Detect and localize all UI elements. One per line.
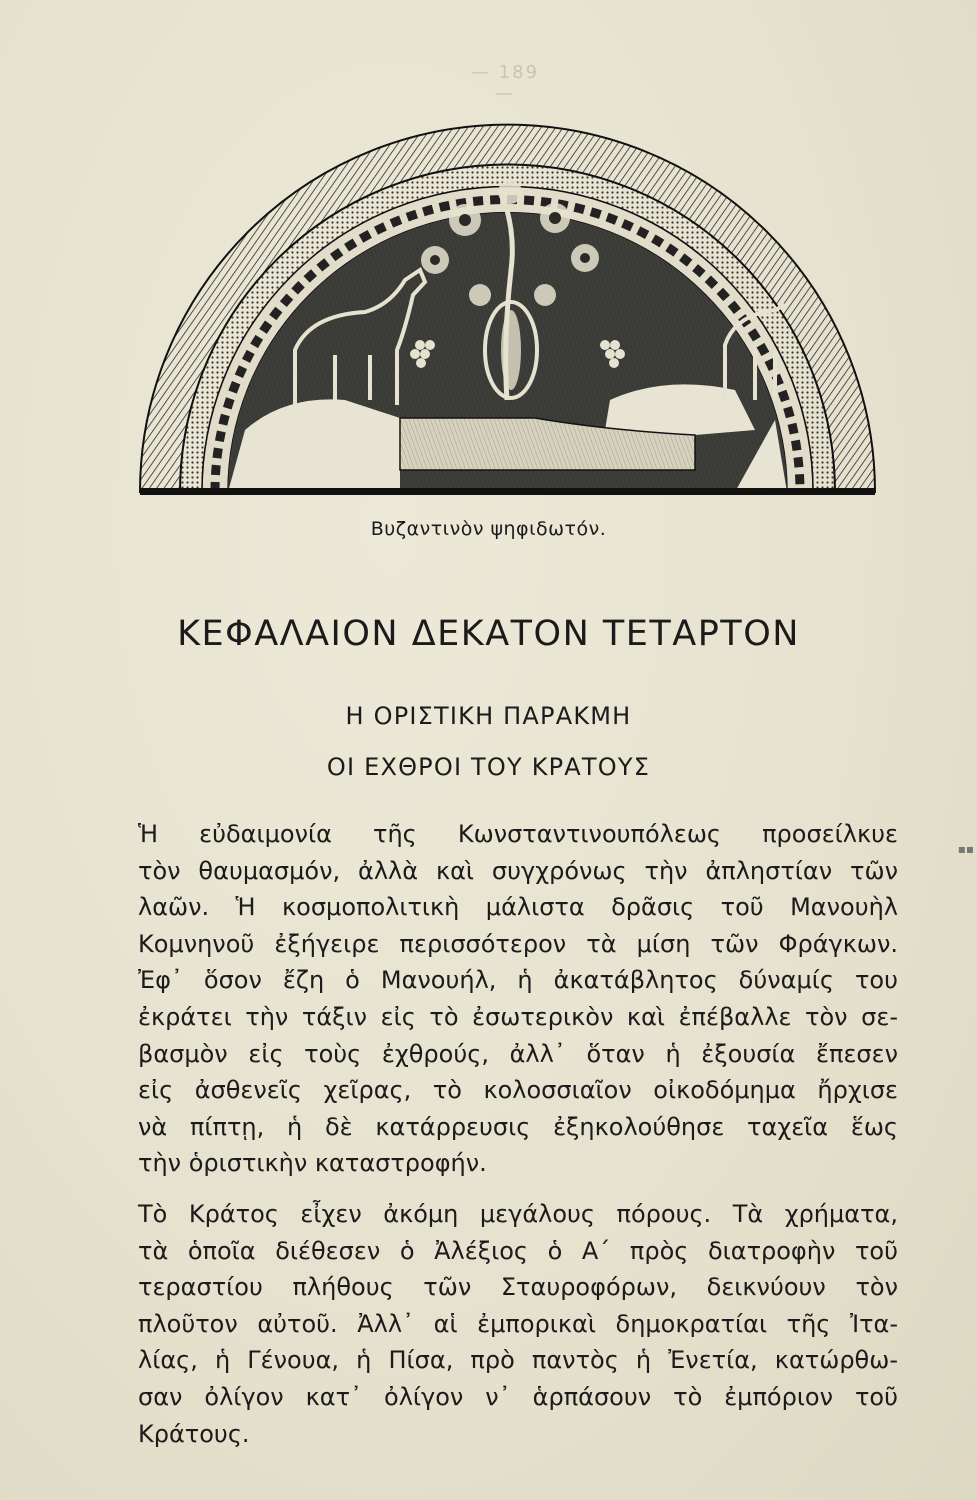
text-line: ἐκράτει τὴν τάξιν εἰς τὸ ἐσωτερικὸν καὶ ἐπέβαλλε τὸν σε- xyxy=(138,1002,898,1031)
text-line: τὸν θαυμασμόν, ἀλλὰ καὶ συγχρόνως τὴν ἀπληστίαν τῶν xyxy=(138,856,898,885)
text-line: τεραστίου πλήθους τῶν Σταυροφόρων, δεικνύουν τὸν xyxy=(138,1273,898,1302)
section-subtitle: Η ΟΡΙΣΤΙΚΗ ΠΑΡΑΚΜΗ xyxy=(345,702,632,730)
text-line: τὴν ὁριστικὴν καταστροφήν. xyxy=(138,1149,487,1178)
text-line: λαῶν. Ἡ κοσμοπολιτικὴ μάλιστα δρᾶσις τοῦ Μανουὴλ xyxy=(138,893,898,922)
mosaic-illustration xyxy=(135,100,880,500)
text-line: εἰς ἀσθενεῖς χεῖρας, τὸ κολοσσιαῖον οἰκοδόμημα ἤρχισε xyxy=(138,1076,898,1105)
text-line: Κράτους. xyxy=(138,1419,250,1448)
text-line: Τὸ Κράτος εἶχεν ἀκόμη μεγάλους πόρους. Τὰ χρήματα, xyxy=(138,1199,898,1228)
chapter-title: ΚΕΦΑΛΑΙΟΝ ΔΕΚΑΤΟΝ ΤΕΤΑΡΤΟΝ xyxy=(177,614,800,654)
paragraph xyxy=(138,816,898,1182)
margin-mark: ▪▪ xyxy=(957,842,974,856)
text-line: Ἡ εὐδαιμονία τῆς Κωνσταντινουπόλεως προσείλκυε xyxy=(138,820,898,848)
bleed-through-page-number: — 189 — xyxy=(470,62,540,104)
figure-caption: Βυζαντινὸν ψηφιδωτόν. xyxy=(370,518,607,540)
paragraph xyxy=(138,1196,898,1452)
text-line: σαν ὀλίγον κατ᾽ ὀλίγον ν᾽ ἁρπάσουν τὸ ἐμπόριον τοῦ xyxy=(138,1382,898,1411)
text-line: νὰ πίπτῃ, ἡ δὲ κατάρρευσις ἐξηκολούθησε ταχεῖα ἕως xyxy=(138,1112,898,1141)
text-line: Ἐφ᾽ ὅσον ἔζη ὁ Μανουήλ, ἡ ἀκατάβλητος δύναμίς του xyxy=(138,966,898,995)
text-line: βασμὸν εἰς τοὺς ἐχθρούς, ἀλλ᾽ ὅταν ἡ ἐξουσία ἔπεσεν xyxy=(138,1039,898,1068)
text-line: πλοῦτον αὐτοῦ. Ἀλλ᾽ αἱ ἐμπορικαὶ δημοκρατίαι τῆς Ἰτα- xyxy=(138,1309,898,1338)
body-text xyxy=(138,816,898,1452)
text-line: Κομνηνοῦ ἐξήγειρε περισσότερον τὰ μίση τῶν Φράγκων. xyxy=(138,929,898,958)
text-line: λίας, ἡ Γένουα, ἡ Πίσα, πρὸ παντὸς ἡ Ἐνετία, κατώρθω- xyxy=(138,1346,898,1375)
section-subtitle: ΟΙ ΕΧΘΡΟΙ ΤΟΥ ΚΡΑΤΟΥΣ xyxy=(326,753,651,781)
text-line: τὰ ὁποῖα διέθεσεν ὁ Ἀλέξιος ὁ Α΄ πρὸς διατροφὴν τοῦ xyxy=(138,1236,898,1265)
